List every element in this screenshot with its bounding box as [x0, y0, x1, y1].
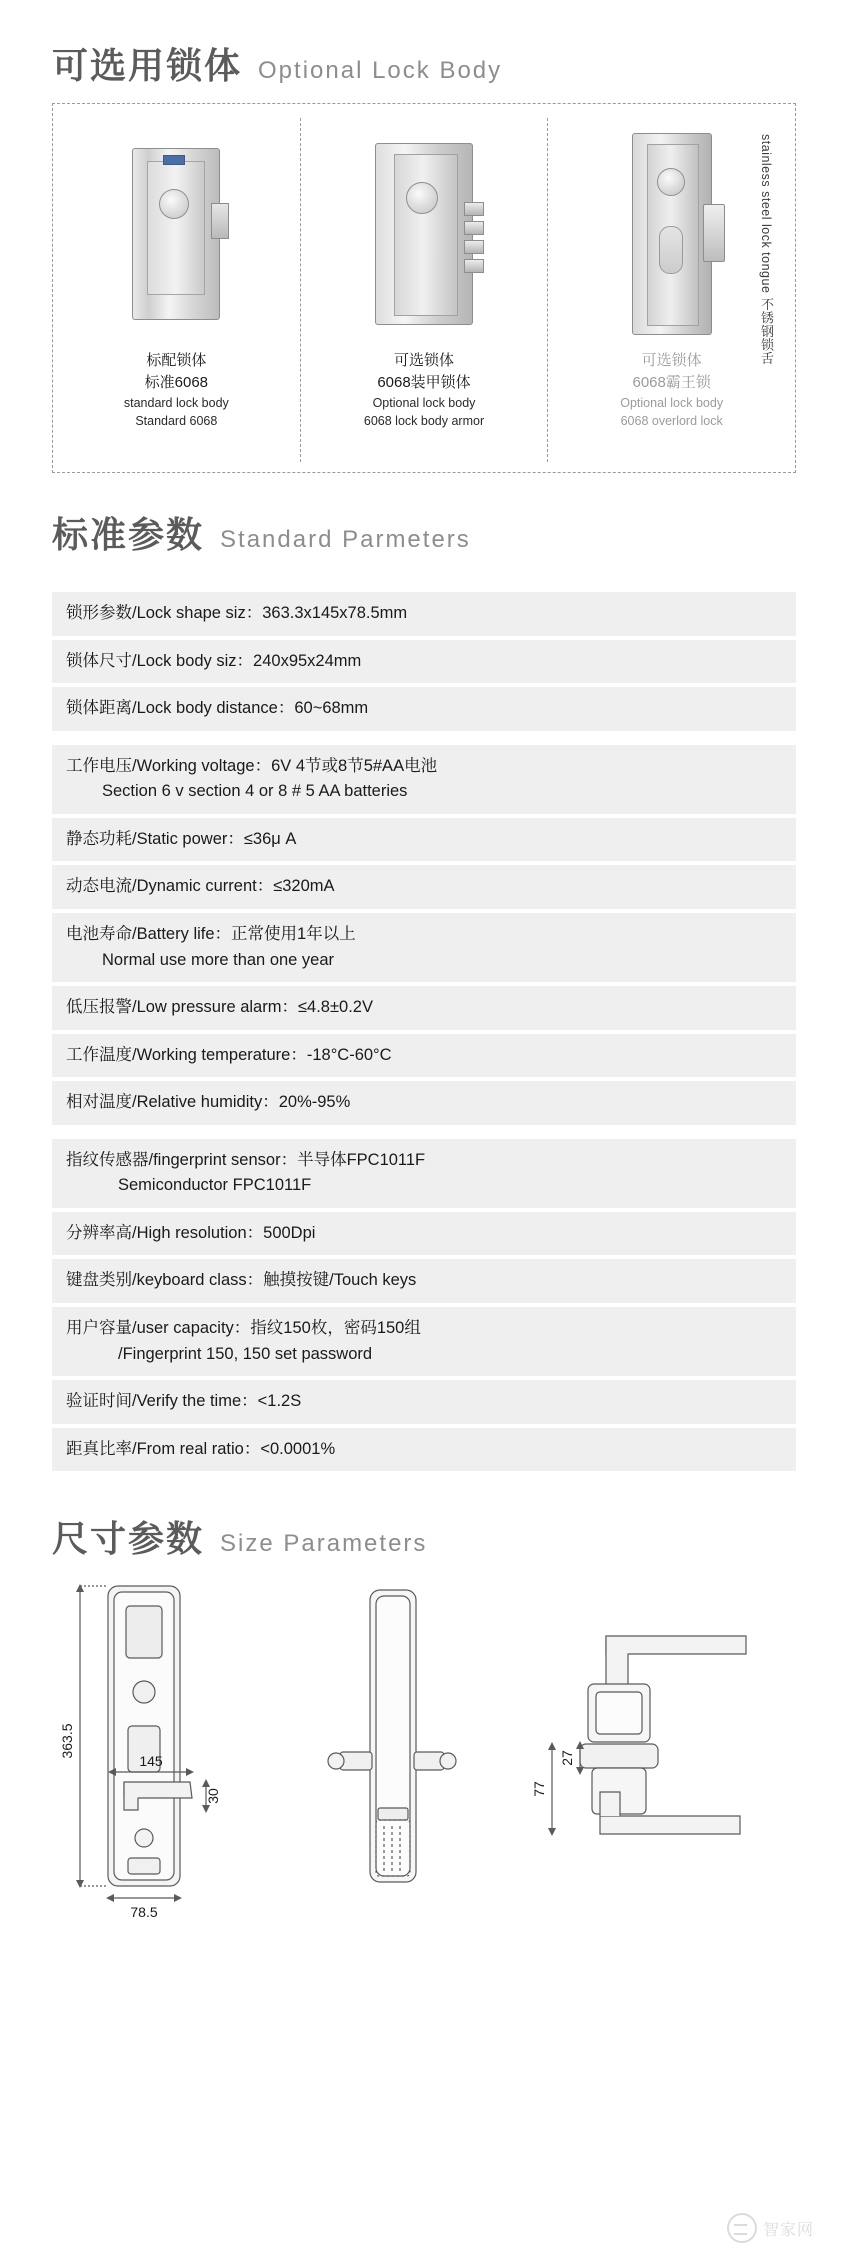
spec-row: [52, 913, 796, 982]
section-heading-lock-body: [52, 38, 848, 89]
dim-side-small: 27: [559, 1750, 575, 1767]
spec-row: [52, 640, 796, 684]
spec-row: [52, 745, 796, 814]
watermark-logo-icon: [727, 2213, 757, 2243]
spec-text: 分辨率高/High resolution：500Dpi: [66, 1223, 316, 1242]
lock-body-caption-1: [124, 350, 229, 430]
dim-height: 363.5: [59, 1723, 75, 1759]
spec-text-secondary: /Fingerprint 150, 150 set password: [118, 1344, 373, 1363]
lock-body-caption-3: [620, 350, 723, 430]
caption-en-line2: 6068 overlord lock: [620, 413, 723, 428]
spec-group-power: [52, 745, 796, 1125]
standard-parameters-section: [0, 507, 848, 1471]
vertical-label-en: stainless steel lock tongue: [759, 134, 774, 294]
dim-handle: 30: [205, 1788, 221, 1805]
lock-body-option-3: [547, 118, 795, 462]
spec-row: [52, 1212, 796, 1256]
technical-drawings: [40, 1576, 808, 1921]
spec-text: 用户容量/user capacity：指纹150枚，密码150组: [66, 1319, 421, 1337]
section-heading-en: Size Parameters: [220, 1530, 428, 1558]
spec-text: 指纹传感器/fingerprint sensor：半导体FPC1011F: [66, 1150, 426, 1169]
spec-text: 工作电压/Working voltage：6V 4节或8节5#AA电池: [66, 756, 438, 775]
spec-row: [52, 687, 796, 731]
lock-body-image-6068-armor: [301, 118, 548, 350]
spec-row: [52, 865, 796, 909]
caption-cn-line2: 6068装甲锁体: [377, 373, 471, 391]
spec-row: [52, 1081, 796, 1125]
spec-text: 静态功耗/Static power：≤36μ A: [66, 829, 297, 848]
spec-text: 电池寿命/Battery life：正常使用1年以上: [66, 924, 356, 943]
spec-text-secondary: Normal use more than one year: [102, 950, 335, 969]
spec-row: [52, 1034, 796, 1078]
lock-body-image-standard-6068: [53, 118, 300, 350]
product-spec-page: [0, 38, 848, 2259]
caption-en-line1: standard lock body: [123, 395, 229, 410]
dimension-drawing-svg: [40, 1576, 808, 1921]
spec-text: 距真比率/From real ratio：<0.0001%: [66, 1439, 336, 1458]
caption-en-line1: Optional lock body: [620, 395, 724, 410]
dim-depth: 78.5: [130, 1904, 158, 1921]
caption-en-line1: Optional lock body: [372, 395, 476, 410]
lock-body-gallery: [52, 103, 796, 473]
spec-text: 锁体尺寸/Lock body siz：240x95x24mm: [66, 651, 362, 670]
spec-text: 锁形参数/Lock shape siz：363.3x145x78.5mm: [66, 604, 408, 622]
vertical-label-cn: 不锈钢锁舌: [759, 297, 775, 365]
spec-row: [52, 986, 796, 1030]
spec-text: 键盘类别/keyboard class：触摸按键/Touch keys: [66, 1271, 417, 1290]
spec-text: 锁体距离/Lock body distance：60~68mm: [66, 699, 369, 718]
spec-row: [52, 1259, 796, 1303]
size-parameters-section: [0, 1511, 848, 1921]
spec-text-secondary: Semiconductor FPC1011F: [118, 1176, 312, 1195]
caption-cn-line1: 可选锁体: [641, 352, 702, 369]
lock-body-image-6068-overlord: [548, 118, 795, 350]
section-heading-en: Standard Parmeters: [220, 526, 471, 553]
spec-text: 验证时间/Verify the time：<1.2S: [66, 1392, 302, 1411]
section-heading-standard: [52, 507, 848, 558]
spec-row: [52, 1307, 796, 1376]
spec-row: [52, 592, 796, 636]
spec-group-fingerprint: [52, 1139, 796, 1472]
spec-group-dimensions: [52, 592, 796, 731]
caption-cn-line2: 6068霸王锁: [632, 373, 711, 391]
spec-row: [52, 1139, 796, 1208]
spec-table: [52, 592, 796, 1471]
section-heading-cn: 尺寸参数: [52, 1519, 205, 1561]
watermark: [727, 2213, 814, 2243]
optional-lock-body-section: [0, 38, 848, 473]
spec-text-secondary: Section 6 v section 4 or 8 # 5 AA batteries: [102, 782, 408, 801]
watermark-text: 智家网: [762, 2221, 814, 2239]
spec-text: 低压报警/Low pressure alarm：≤4.8±0.2V: [66, 998, 373, 1017]
caption-cn-line1: 可选锁体: [394, 352, 455, 369]
section-heading-cn: 可选用锁体: [52, 46, 243, 87]
caption-en-line2: Standard 6068: [135, 413, 218, 428]
spec-row: [52, 818, 796, 862]
section-heading-size: [52, 1511, 848, 1562]
section-heading-en: Optional Lock Body: [258, 57, 503, 84]
dim-side-depth: 77: [531, 1781, 547, 1798]
spec-text: 相对温度/Relative humidity：20%-95%: [66, 1093, 351, 1112]
spec-text: 工作温度/Working temperature：-18°C-60°C: [66, 1045, 392, 1064]
lock-body-option-1: [53, 118, 300, 462]
lock-body-option-2: [300, 118, 548, 462]
caption-en-line2: 6068 lock body armor: [363, 413, 485, 428]
dim-width-front: 145: [139, 1753, 163, 1770]
spec-text: 动态电流/Dynamic current：≤320mA: [66, 877, 335, 896]
caption-cn-line1: 标配锁体: [146, 352, 207, 369]
section-heading-cn: 标准参数: [52, 515, 205, 556]
spec-row: [52, 1428, 796, 1472]
caption-cn-line2: 标准6068: [144, 373, 209, 391]
lock-body-caption-2: [364, 350, 484, 430]
spec-row: [52, 1380, 796, 1424]
